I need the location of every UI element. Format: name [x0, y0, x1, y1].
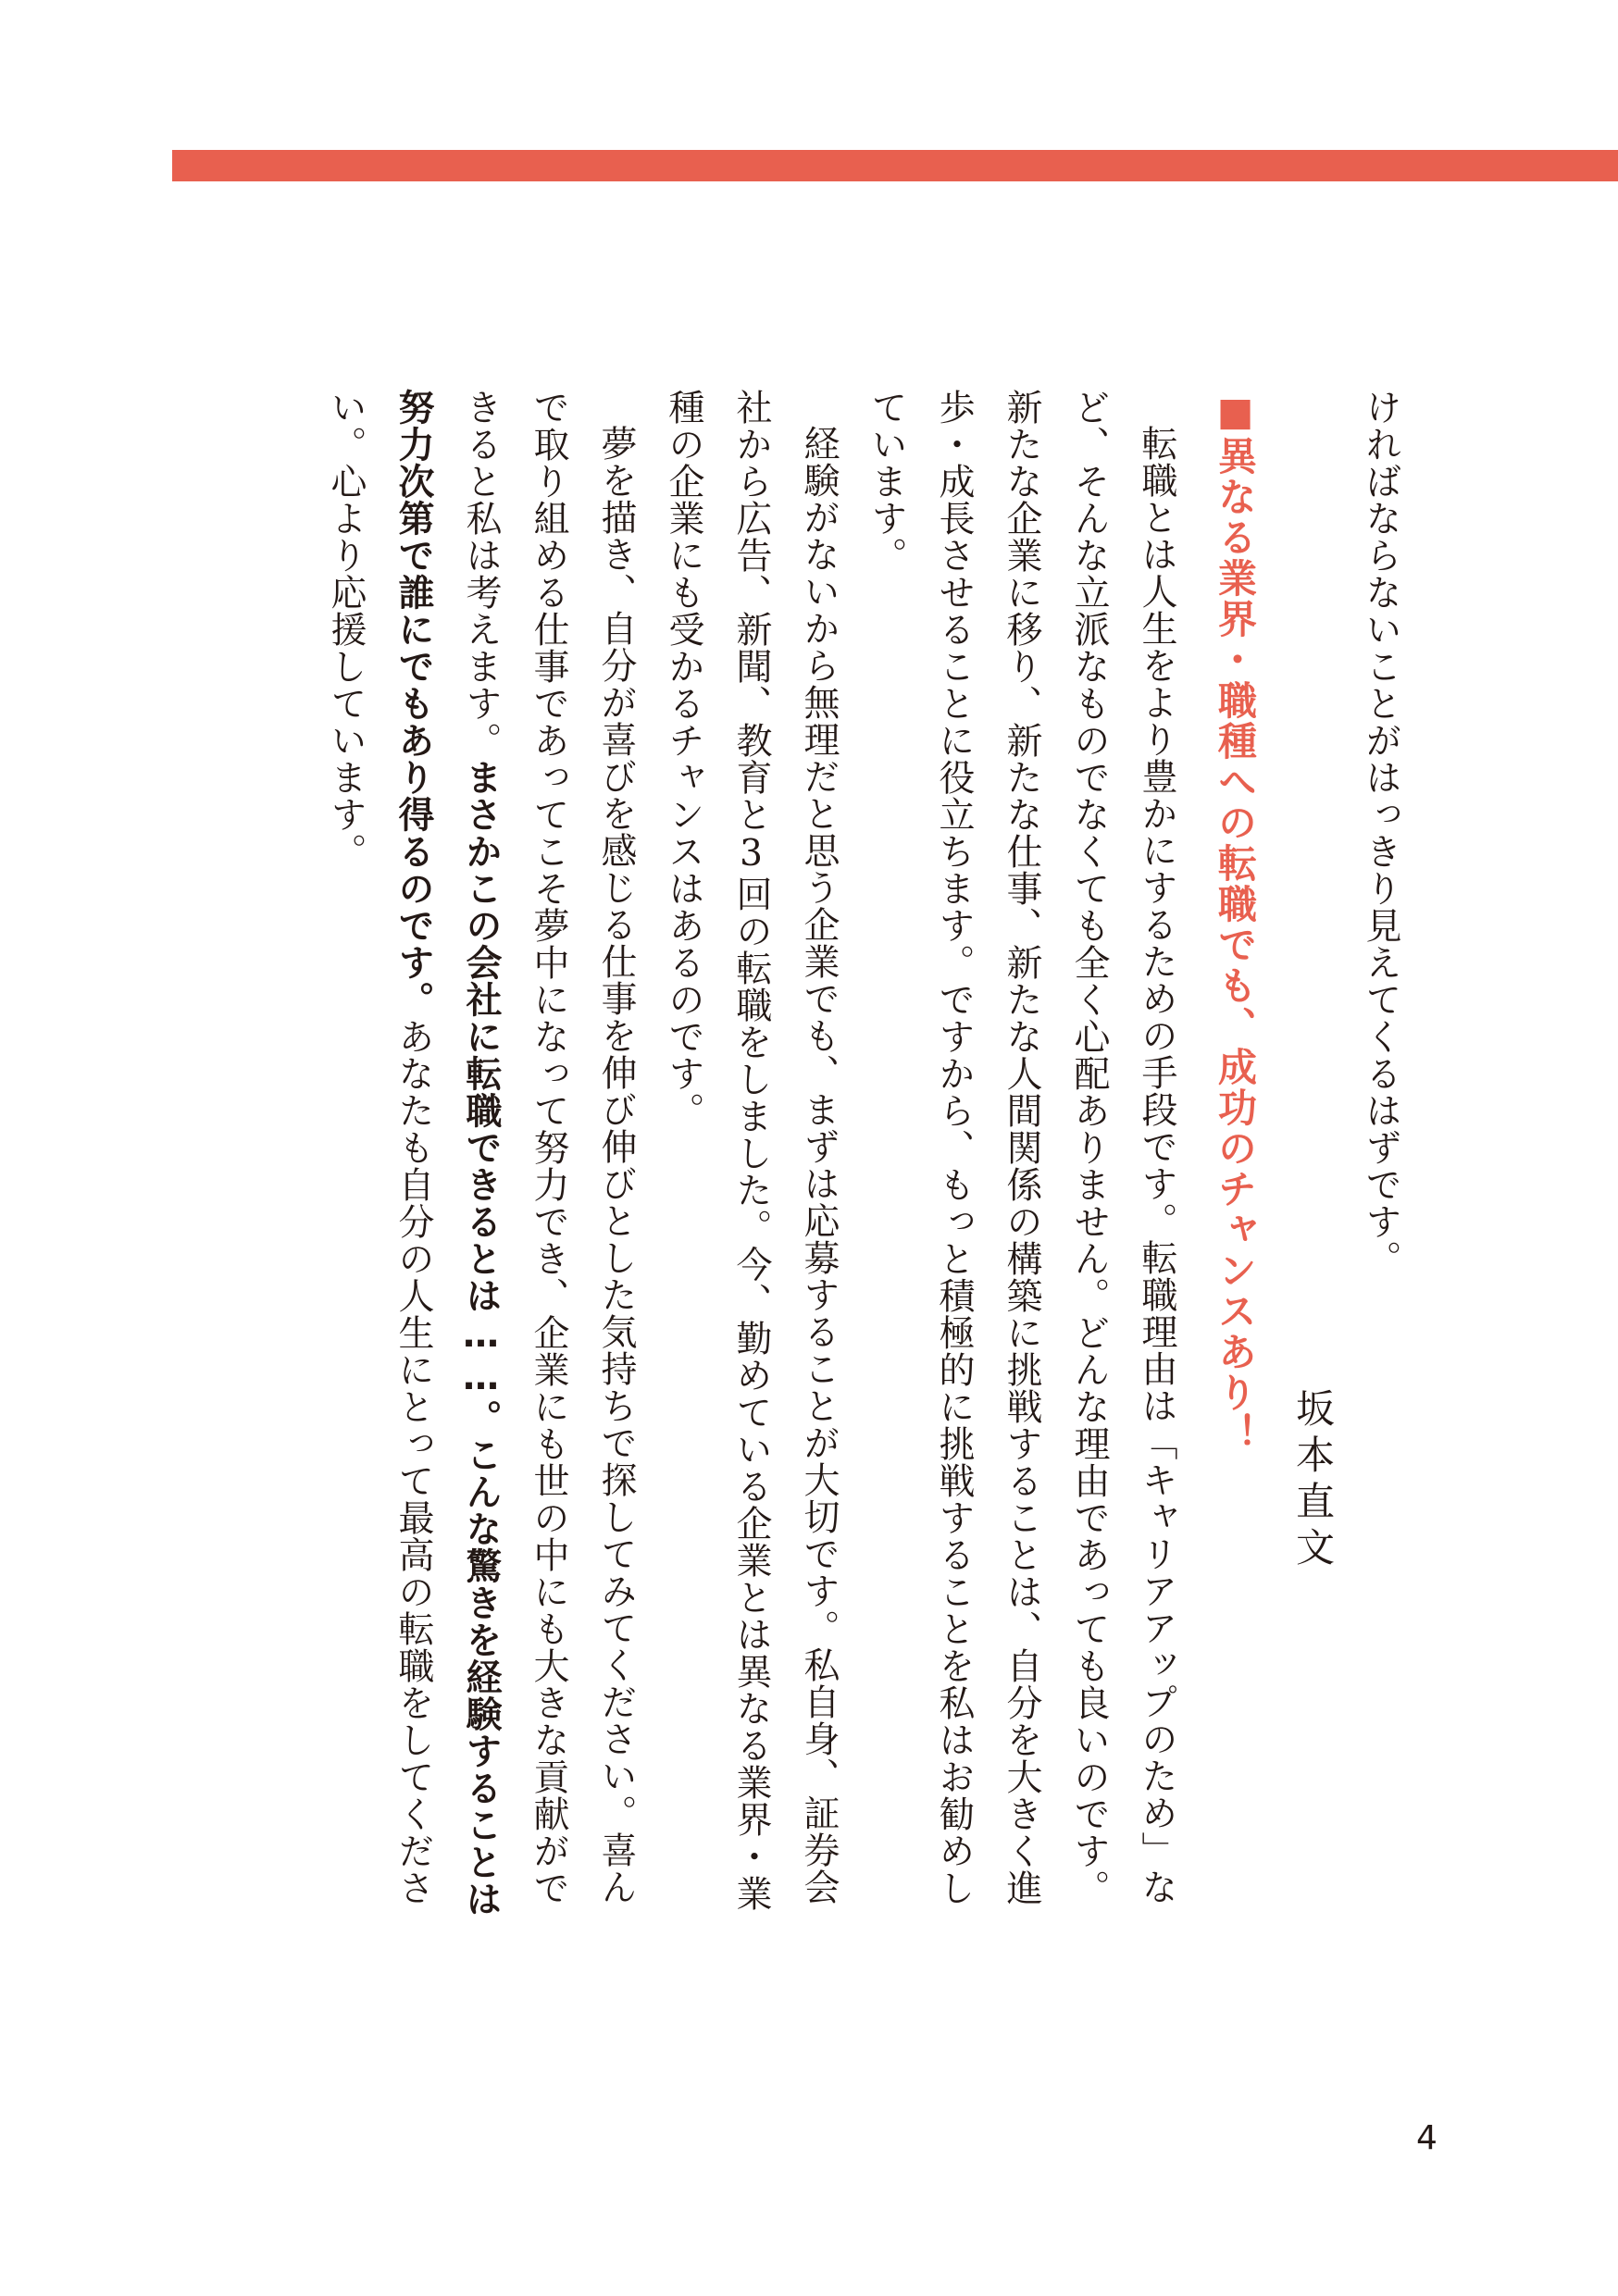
vertical-text-block [312, 389, 1414, 1925]
top-accent-bar [172, 150, 1618, 181]
body-paragraph-2: 経験がないから無理だと思う企業でも、まずは応募することが大切です。私自身、証券会社から広告、新聞、教育と3回の転職をしました。今、勤めている企業とは異なる業界・業種の企業にも受かるチャンスはあるのです。 [663, 389, 840, 1912]
intro-line: ければならないことがはっきり見えてくるはずです。 [1360, 389, 1401, 1277]
body-paragraph-3 [312, 389, 650, 1925]
page-number: 4 [1416, 2119, 1438, 2157]
section-heading: ■異なる業界・職種への転職でも、成功のチャンスあり！ [1213, 389, 1258, 1454]
emphasized-text: まさかこの会社に転職できるとは……。こんな驚きを経験することは努力次第で誰にでもあり得るのです。 [392, 389, 502, 1917]
body-paragraph-3-part-2: あなたも自分の人生にとって最高の転職をしてください。心より応援しています。 [325, 389, 434, 1906]
body-paragraph-3-part-1: 夢を描き、自分が喜びを感じる仕事を伸び伸びとした気持ちで探してみてください。喜んで取り組める仕事であってこそ夢中になって努力でき、企業にも世の中にも大きな貢献ができると私は考えます。 [460, 389, 637, 1906]
body-paragraph-1: 転職とは人生をより豊かにするための手段です。転職理由は「キャリアアップのため」など、そんな立派なものでなくても全く心配ありません。どんな理由であっても良いのです。新たな企業に移り、新たな仕事、新たな人間関係の構築に挑戦することは、自分を大きく進歩・成長させることに役立ちます。ですから、もっと積極的に挑戦することを私はお勧めしています。 [865, 389, 1177, 1906]
author-signature: 坂本直文 [1290, 1388, 1336, 1573]
intro-paragraph [1347, 389, 1414, 1925]
